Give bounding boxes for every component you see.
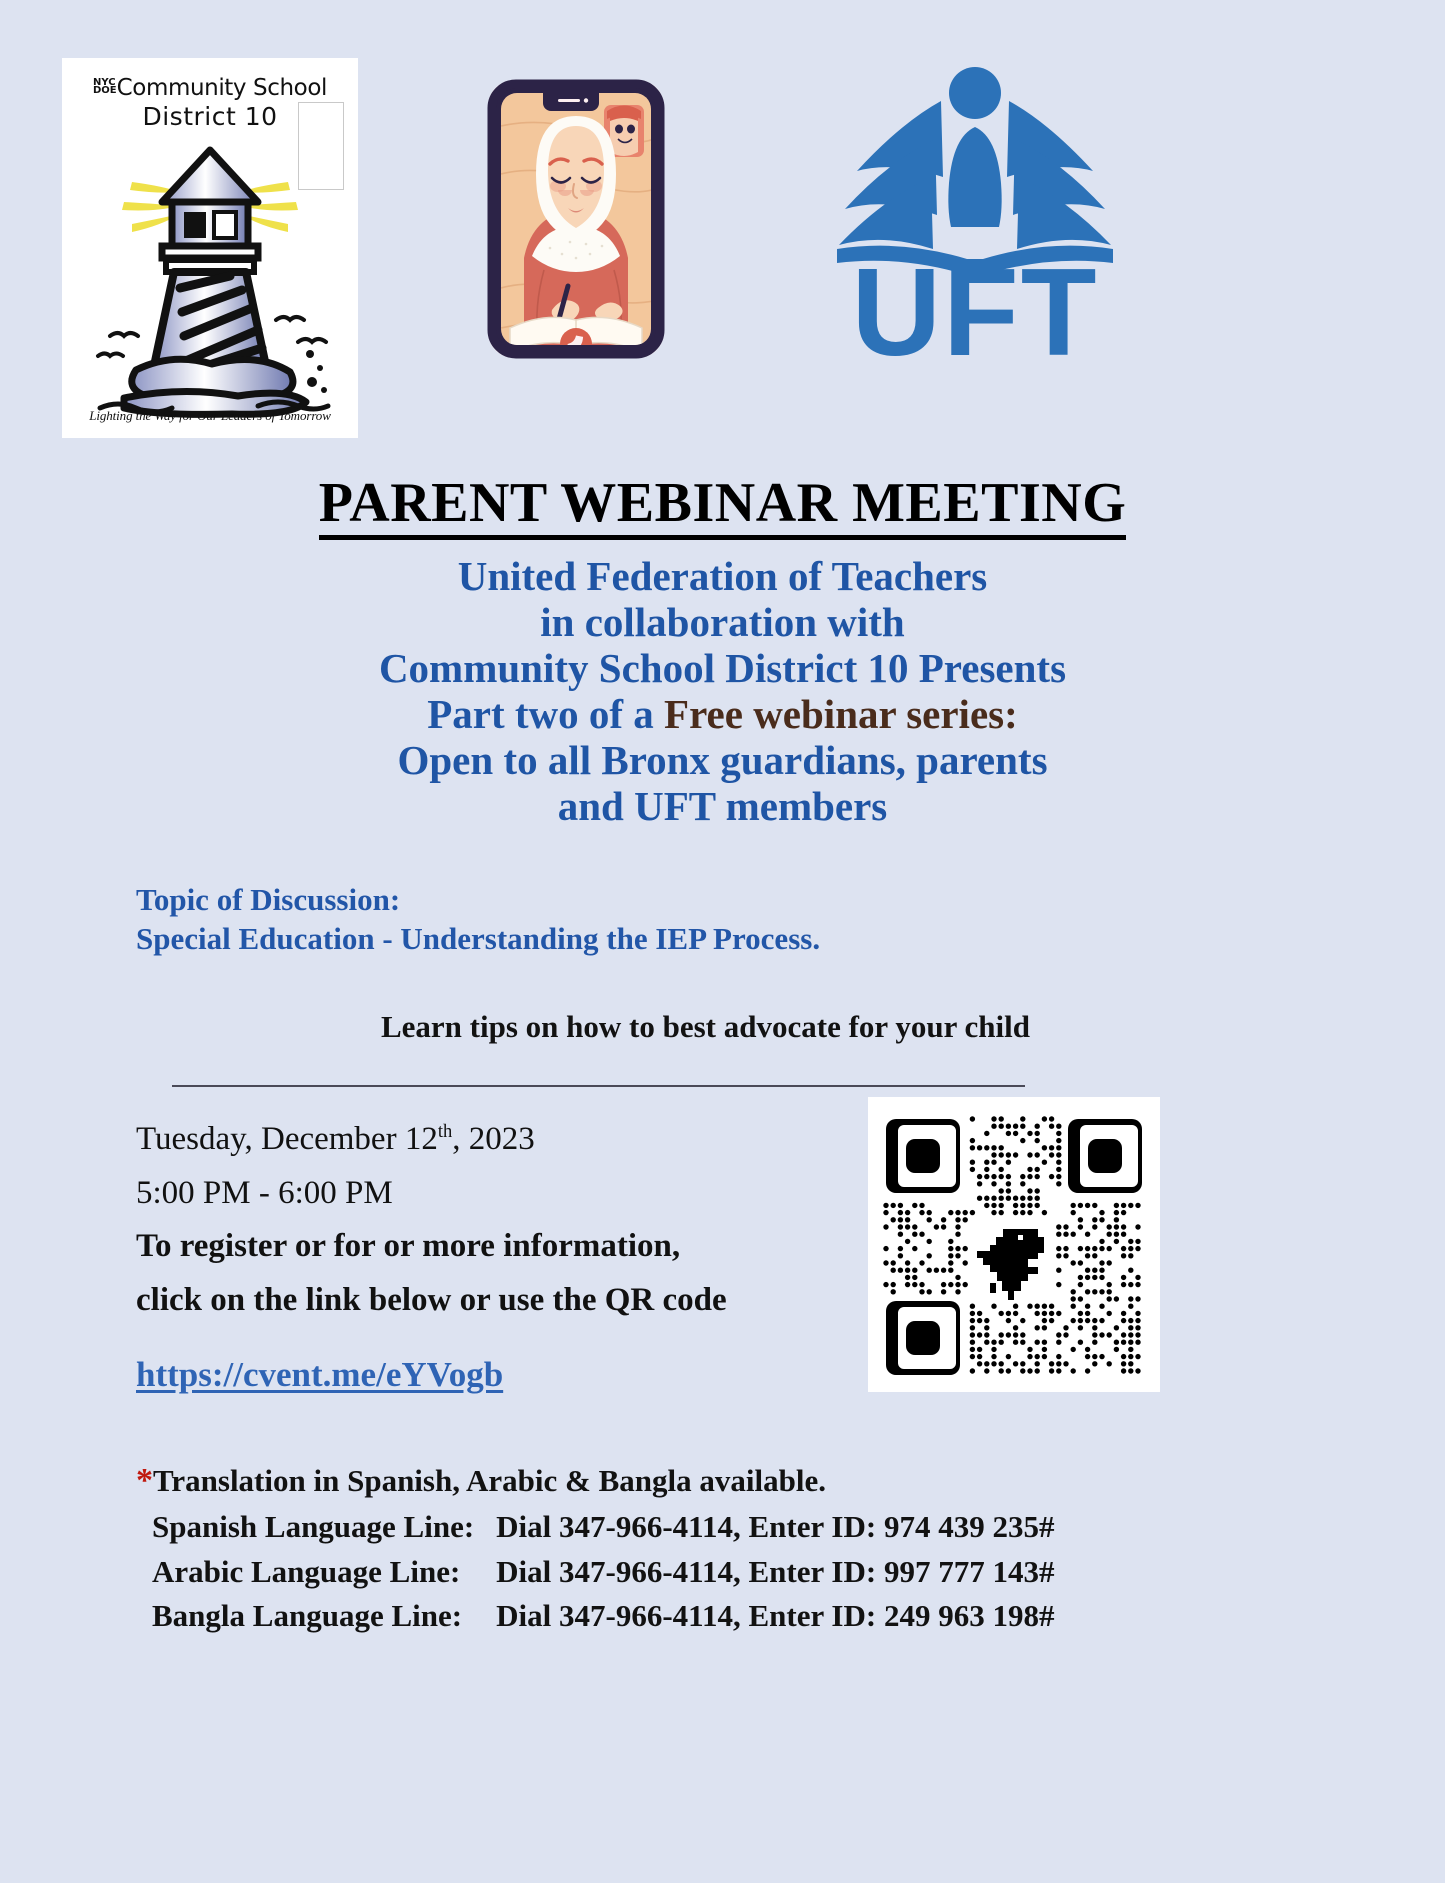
table-row (152, 1594, 1054, 1638)
language-dial-bangla: Dial 347-966-4114, Enter ID: 249 963 198# (496, 1597, 1055, 1633)
subtitle-lines (0, 554, 1445, 829)
event-date-ordinal: th (437, 1121, 453, 1142)
video-call-phone-illustration (486, 78, 666, 360)
csd-logo-tagline: Lighting the Way for Our Leaders of Tomorrow (89, 408, 331, 423)
details-row (0, 1113, 1445, 1415)
language-dial-arabic: Dial 347-966-4114, Enter ID: 997 777 143# (496, 1553, 1055, 1589)
part-two-prefix: Part two of a (427, 691, 665, 738)
nyc-doe-line2: DOE (92, 85, 117, 96)
translation-block (0, 1459, 1445, 1638)
lighthouse-icon (62, 140, 358, 418)
register-line-2: click on the link below or use the QR code (136, 1281, 727, 1318)
header-logos-row (0, 0, 1445, 460)
details-text-column (0, 1113, 836, 1395)
translation-note-row (136, 1459, 1445, 1503)
subtitle-line-2: Community School District 10 Presents (378, 645, 1067, 692)
csd-name-line1: Community School (116, 75, 328, 101)
community-school-district-10-logo (62, 58, 358, 438)
registration-link[interactable]: https://cvent.me/eYVogb (136, 1354, 504, 1394)
free-webinar-series-highlight: Free webinar series: (664, 691, 1018, 738)
uft-logo (795, 55, 1155, 365)
subtitle-line-0: United Federation of Teachers (457, 553, 988, 600)
language-name-spanish: Spanish Language Line: (152, 1509, 475, 1545)
translation-asterisk: * (136, 1462, 153, 1500)
audience-line-1: Open to all Bronx guardians, parents (397, 736, 1048, 783)
event-date-main: Tuesday, December 12 (136, 1121, 438, 1158)
nyc-doe-line1: NYC (92, 76, 116, 88)
uft-wordmark: UFT (851, 244, 1099, 365)
event-time: 5:00 PM - 6:00 PM (136, 1174, 393, 1211)
learn-tips-line: Learn tips on how to best advocate for your child (380, 1009, 1031, 1045)
topic-block (0, 880, 1445, 959)
language-lines-table (152, 1505, 1054, 1638)
table-row (152, 1550, 1054, 1594)
event-date (136, 1113, 836, 1166)
event-date-year: , 2023 (452, 1121, 535, 1158)
topic-heading: Topic of Discussion: (136, 881, 401, 917)
nyc-doe-mark (92, 76, 117, 96)
csd-name-line2: District 10 (142, 102, 278, 132)
page-title: PARENT WEBINAR MEETING (319, 474, 1127, 540)
audience-line-2: and UFT members (557, 782, 888, 829)
subtitle-line-1: in collaboration with (540, 599, 905, 646)
language-dial-spanish: Dial 347-966-4114, Enter ID: 974 439 235# (496, 1509, 1055, 1545)
topic-subject: Special Education - Understanding the IEP Process. (136, 921, 821, 957)
translation-note: Translation in Spanish, Arabic & Bangla available. (153, 1463, 826, 1499)
language-name-bangla: Bangla Language Line: (152, 1597, 463, 1633)
table-row (152, 1505, 1054, 1549)
language-name-arabic: Arabic Language Line: (152, 1553, 461, 1589)
register-line-1: To register or for or more information, (136, 1228, 681, 1265)
part-two-line (0, 692, 1445, 738)
title-block (0, 474, 1445, 830)
qr-code[interactable] (868, 1097, 1160, 1392)
section-divider (172, 1085, 1025, 1087)
